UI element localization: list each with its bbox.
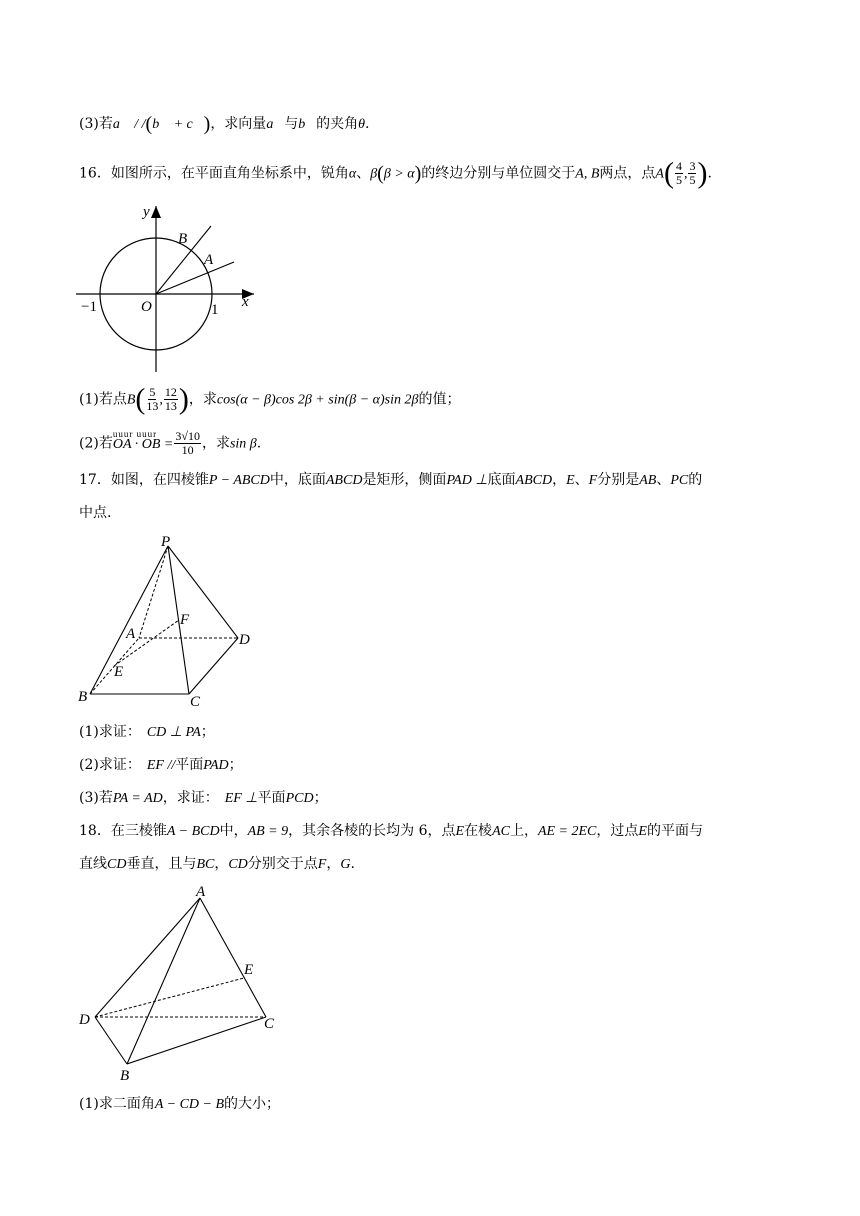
label-E: E [114, 664, 124, 680]
q17-stem [79, 470, 702, 491]
q18-stem-f: ，过点 [596, 823, 639, 839]
label-B: B [78, 689, 88, 705]
q17-p3-end: ； [313, 790, 328, 806]
q15-p3-a: a⃗ [266, 117, 285, 132]
q15-p3-and: 与 [284, 116, 299, 132]
q17-p3-mid: ，求证： [162, 790, 219, 806]
ray-OA [156, 262, 234, 294]
q18-E2: E [638, 824, 647, 839]
q16-p1-B: B [126, 392, 136, 408]
q15-part3 [79, 114, 369, 135]
big-paren-right: ) [178, 382, 189, 416]
segment-DE [95, 978, 244, 1017]
q17-stem-f: 分别是 [597, 472, 640, 488]
q16-B-frac1 [146, 386, 158, 413]
q16-B-frac2 [164, 386, 178, 413]
q18-E: E [455, 824, 465, 839]
q17-stem-c: 是矩形，侧面 [362, 472, 447, 488]
q16-cond: β > α [383, 166, 415, 182]
q18-stem-l: ， [326, 856, 341, 872]
q18-stem-b: 中， [219, 823, 248, 839]
frac-num: 12 [164, 385, 177, 399]
q17-p1-prefix: (1)求证： [79, 724, 141, 740]
q15-p3-b: b⃗ [298, 117, 317, 132]
q17-E: E [566, 473, 575, 488]
q16-stem-c: 两点，点 [599, 165, 656, 182]
q15-p3-tail: 的夹角 [316, 116, 359, 132]
q17-part3 [79, 788, 328, 809]
label-P: P [161, 534, 171, 550]
q16-p1-end: 的值； [418, 391, 461, 408]
q17-p3-cond: PA = AD [112, 791, 163, 806]
q16-A-frac2 [688, 160, 696, 187]
q15-p3-theta: θ [358, 117, 365, 132]
paren-right: ) [414, 162, 422, 185]
q17-F: F [588, 473, 598, 488]
q18-AE2EC: AE = 2EC [537, 824, 597, 839]
edge-DB [95, 1017, 127, 1064]
frac-den: 5 [675, 173, 682, 187]
q15-p3-end: . [364, 116, 370, 132]
label-one: 1 [211, 302, 219, 318]
q18-tetrahedron-figure [76, 880, 296, 1086]
q17-p1-expr: CD ⊥ PA [146, 725, 201, 740]
q17-part2 [79, 755, 243, 776]
frac-num: 5 [149, 385, 156, 399]
q16-stem-b: 的终边分别与单位圆交于 [421, 165, 576, 182]
q16-stem-a: 16．如图所示，在平面直角坐标系中，锐角 [79, 165, 349, 182]
q18-F: F [317, 857, 327, 872]
big-paren-left: ( [663, 156, 674, 190]
q16-unit-circle-figure [76, 198, 256, 374]
edge-BC [127, 1017, 266, 1064]
q17-stem-e: ， [552, 472, 567, 488]
frac-num: 3√10 [175, 429, 200, 443]
label-neg1: −1 [81, 299, 97, 315]
label-D: D [79, 1012, 90, 1028]
q17-stem-h: 中点. [79, 505, 112, 521]
frac-den: 13 [164, 399, 177, 413]
q17-PC: PC [670, 473, 689, 488]
q16-pts: A, B [575, 166, 600, 182]
big-paren-left: ( [135, 382, 146, 416]
label-y: y [143, 204, 150, 220]
q16-A-frac1 [675, 160, 683, 187]
q17-p3-plane: PCD [285, 791, 314, 806]
q18-stem-k: 分别交于点 [247, 856, 318, 872]
edge-PD [168, 546, 238, 638]
q18-stem-g: 的平面与 [646, 823, 703, 839]
q18-stem-d: 在棱 [464, 823, 493, 839]
q16-stem [79, 156, 712, 190]
q17-pad-perp: PAD ⊥ [446, 473, 488, 488]
q18-stem-h: 直线 [79, 856, 107, 872]
q17-p2-expr: EF // [146, 758, 176, 773]
q16-alpha: α [348, 166, 357, 182]
q17-pyramid-figure [76, 532, 276, 712]
frac-den: 5 [689, 173, 696, 187]
q18-p1-prefix: (1)求二面角 [79, 1096, 155, 1112]
q18-stem-a: 18．在三棱锥 [79, 823, 167, 839]
label-O: O [141, 299, 152, 315]
q17-stem-line2 [79, 503, 111, 523]
segment-EF [114, 620, 179, 666]
q17-stem-b: 中，底面 [269, 472, 326, 488]
q18-stem-m: . [350, 856, 355, 872]
comma: , [683, 166, 688, 182]
frac-den: 13 [146, 399, 159, 413]
label-A: A [196, 884, 206, 900]
q17-p2-mid: 平面 [175, 757, 204, 773]
q15-p3-vec: a⃗ / / [112, 117, 146, 132]
q18-stem-j: ， [214, 856, 229, 872]
q16-p2-mid: ，求 [201, 435, 230, 452]
big-paren-right: ) [697, 156, 708, 190]
q17-sep: 、 [574, 472, 589, 488]
q17-stem-a: 17．如图，在四棱锥 [79, 472, 209, 488]
q18-pyramid: A − BCD [166, 824, 220, 839]
q15-p3-prefix: (3)若 [79, 116, 113, 132]
vector-marks: uuur uuur [112, 428, 158, 439]
q16-p2-dot: OA · OB = [112, 436, 174, 452]
q16-p1-mid: ，求 [188, 391, 217, 408]
edge-CD [189, 638, 238, 694]
frac-num: 4 [675, 159, 682, 173]
q16-beta: β [370, 166, 378, 182]
q17-stem-d: 底面 [487, 472, 516, 488]
comma: , [159, 392, 163, 408]
q16-part2 [79, 430, 261, 457]
q16-part1 [79, 382, 461, 416]
q16-p2-frac [174, 430, 201, 457]
label-B: B [120, 1068, 130, 1084]
q16-p1-prefix: (1)若点 [79, 391, 127, 408]
q17-p3-expr: EF ⊥ [224, 791, 258, 806]
frac-num: 3 [689, 159, 696, 173]
q18-CD2: CD [228, 857, 248, 872]
paren-left: ( [145, 113, 153, 135]
q17-pyramid: P − ABCD [208, 473, 270, 488]
label-C: C [190, 694, 201, 710]
y-axis-arrow [151, 206, 161, 218]
q17-p2-plane: PAD [203, 758, 229, 773]
q18-AB9: AB = 9 [247, 824, 289, 839]
q17-stem-g: 的 [688, 472, 703, 488]
label-F: F [180, 612, 190, 628]
q18-p1-end: 的大小； [224, 1096, 281, 1112]
label-A: A [204, 252, 214, 268]
q18-stem-c: ，其余各棱的长均为 6，点 [288, 823, 456, 839]
q17-p2-end: ； [228, 757, 243, 773]
q15-p3-sum: b⃗ + c⃗ [152, 117, 204, 132]
q15-p3-text: ，求向量 [210, 116, 267, 132]
q18-G: G [340, 857, 351, 872]
edge-PB [90, 546, 168, 694]
q17-p3-plane-word: 平面 [257, 790, 286, 806]
q16-sep: 、 [356, 165, 371, 182]
q16-p2-prefix: (2)若 [79, 435, 113, 452]
label-C: C [264, 1016, 275, 1032]
q18-part1 [79, 1094, 280, 1115]
paren-left: ( [377, 162, 384, 185]
q17-p2-prefix: (2)求证： [79, 757, 141, 773]
label-x: x [242, 294, 249, 310]
q16-p2-sin: sin β [229, 436, 257, 452]
label-B: B [178, 231, 188, 247]
q18-stem [79, 821, 703, 842]
edge-AB [127, 898, 200, 1064]
q18-stem-i: 垂直，且与 [126, 856, 197, 872]
q17-part1 [79, 722, 215, 743]
q18-stem-e: 上， [509, 823, 538, 839]
q18-p1-expr: A − CD − B [154, 1097, 225, 1112]
frac-den: 10 [181, 443, 194, 457]
edge-AD [95, 898, 200, 1017]
q16-point-A: A [655, 166, 664, 182]
label-D: D [239, 632, 250, 648]
q17-sep2: 、 [656, 472, 671, 488]
q16-end: . [707, 165, 712, 182]
q16-p2-end: . [256, 435, 262, 452]
q16-p1-expr: cos(α − β)cos 2β + sin(β − α)sin 2β [216, 392, 419, 408]
q17-AB: AB [639, 473, 657, 488]
q17-base2: ABCD [515, 473, 553, 488]
q18-BC: BC [196, 857, 215, 872]
q18-stem-line2 [79, 854, 355, 875]
paren-right: ) [203, 113, 211, 135]
q18-AC: AC [492, 824, 510, 839]
q16-p2-vectors [112, 428, 174, 455]
q18-CD: CD [107, 857, 127, 872]
q17-p3-prefix: (3)若 [79, 790, 113, 806]
q17-base: ABCD [325, 473, 363, 488]
label-A: A [126, 626, 136, 642]
edge-AC [200, 898, 266, 1017]
label-E: E [244, 962, 254, 978]
q17-p1-end: ； [200, 724, 215, 740]
